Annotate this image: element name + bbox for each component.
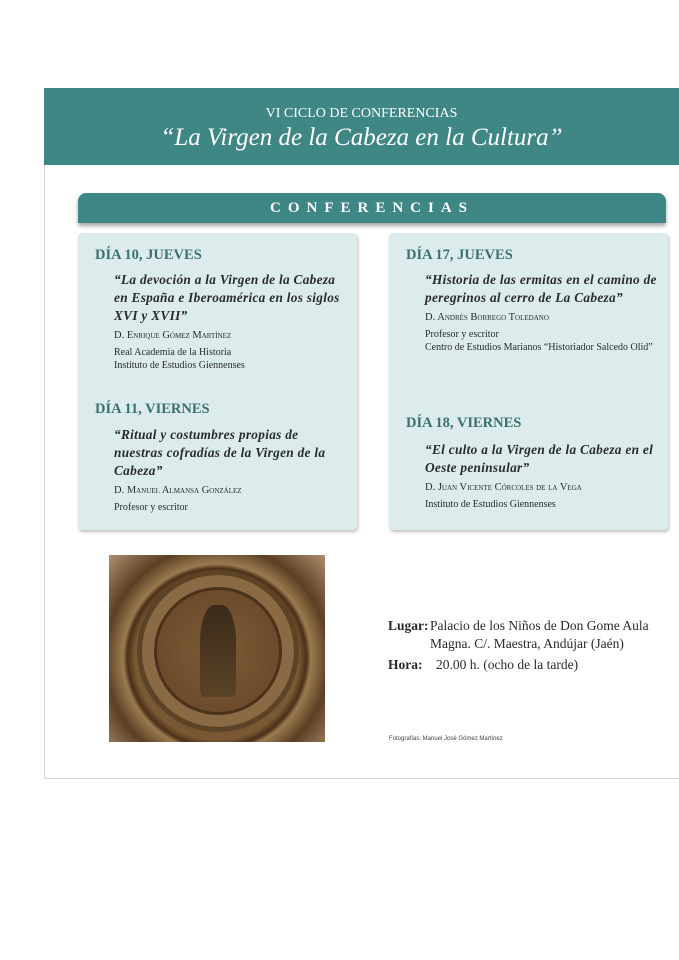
time-value: 20.00 h. (ocho de la tarde) <box>436 657 579 672</box>
place-label: Lugar: <box>388 618 429 633</box>
talk <box>114 271 347 372</box>
talk-title: “Historia de las ermitas en el camino de peregrinos al cerro de La Cabeza” <box>425 272 657 305</box>
seal-medallion <box>137 570 299 732</box>
speaker: D. Manuel Almansa González <box>114 485 242 496</box>
day-heading: DÍA 17, JUEVES <box>406 247 513 263</box>
affiliation: Centro de Estudios Marianos “Historiador Salcedo Olid” <box>425 342 653 353</box>
talk <box>425 271 658 354</box>
speaker: D. Juan Vicente Córcoles de la Vega <box>425 482 582 493</box>
virgin-figure <box>200 605 236 697</box>
speaker: D. Andrés Borrego Toledano <box>425 312 549 323</box>
header-subtitle: VI CICLO DE CONFERENCIAS <box>265 106 458 121</box>
header-banner <box>44 88 679 165</box>
section-title: CONFERENCIAS <box>78 193 666 223</box>
day-heading: DÍA 11, VIERNES <box>95 401 210 417</box>
affiliation: Instituto de Estudios Giennenses <box>114 360 245 371</box>
header-title: “La Virgen de la Cabeza en la Cultura” <box>160 124 563 151</box>
talk-title: “La devoción a la Virgen de la Cabeza en España e Iberoamérica en los siglos XVI y XVII” <box>114 272 340 323</box>
talk <box>114 426 347 514</box>
place-value: Palacio de los Niños de Don Gome Aula Magna. C/. Maestra, Andújar (Jaén) <box>430 618 649 651</box>
speaker: D. Enrique Gómez Martínez <box>114 330 232 341</box>
event-info <box>388 617 679 674</box>
talk-title: “El culto a la Virgen de la Cabeza en el Oeste peninsular” <box>425 442 654 475</box>
photo-credit: Fotografías: Manuel José Gómez Martínez <box>389 736 503 742</box>
affiliation: Real Academia de la Historia <box>114 347 232 358</box>
card-left <box>78 233 357 530</box>
time-label: Hora: <box>388 657 423 672</box>
day-heading: DÍA 10, JUEVES <box>95 247 202 263</box>
affiliation: Instituto de Estudios Giennenses <box>425 499 556 510</box>
talk-title: “Ritual y costumbres propias de nuestras cofradías de la Virgen de la Cabeza” <box>114 427 326 478</box>
affiliation: Profesor y escritor <box>425 329 499 340</box>
talk <box>425 441 658 511</box>
day-heading: DÍA 18, VIERNES <box>406 415 522 431</box>
seal-photo <box>109 555 325 742</box>
card-right <box>389 233 668 530</box>
affiliation: Profesor y escritor <box>114 502 188 513</box>
